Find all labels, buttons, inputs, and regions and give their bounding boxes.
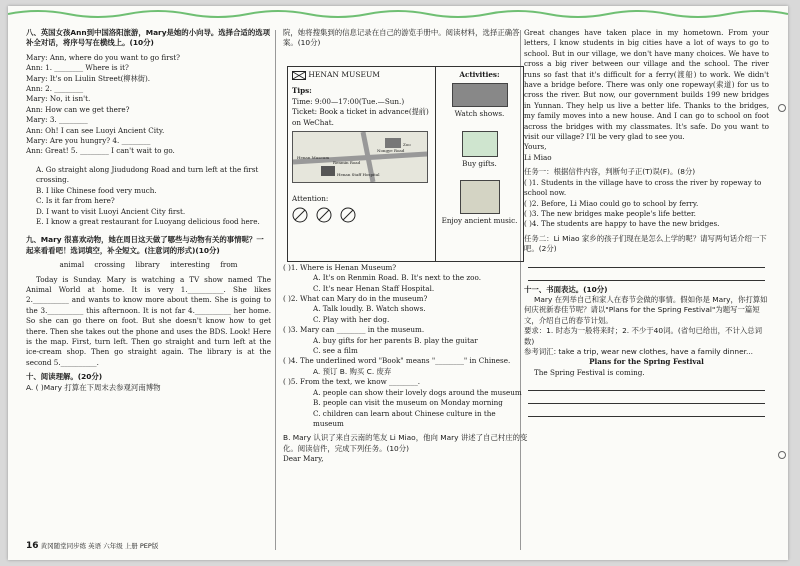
column-3: [524, 28, 769, 417]
music-instrument-icon: [460, 180, 500, 214]
true-false-item[interactable]: ( )1. Students in the village have to cross the river by ropeway to school now.: [524, 177, 762, 198]
letter-greeting: Dear Mary,: [283, 454, 324, 464]
question-option: C. children can learn about Chinese culture in the museum: [313, 408, 496, 428]
question[interactable]: ( )2. What can Mary do in the museum?: [283, 294, 428, 304]
question-option: A. people can show their lovely dogs around the museum: [313, 387, 522, 397]
footer-text: 黄冈随堂同步练 英语 六年级 上册 PEP版: [40, 542, 159, 550]
dialogue-line: Mary: No, it isn't.: [26, 94, 91, 104]
activities-panel: [436, 67, 523, 261]
task-1-title: 任务一：根据信件内容，判断句子正(T)误(F)。(8分): [524, 167, 696, 177]
map-drawing: [293, 132, 427, 182]
true-false-item[interactable]: ( )3. The new bridges make people's life better.: [524, 208, 696, 218]
section-11-title: 十一、书面表达。(10分): [524, 284, 608, 294]
dialogue-line: Ann: Oh! I can see Luoyi Ancient City.: [26, 125, 165, 135]
essay-first-line: The Spring Festival is coming.: [534, 367, 645, 377]
map-label: Henan Museum: [297, 155, 330, 161]
dialogue-line[interactable]: Ann: 1. ________ Where is it?: [26, 63, 129, 73]
section-8-title: 八、英国女孩Ann到中国洛阳旅游，Mary是她的小向导。选择合适的选项补全对话，将序号写在横线上。(10分): [26, 28, 270, 48]
answer-line[interactable]: [528, 268, 765, 281]
question[interactable]: ( )1. Where is Henan Museum?: [283, 262, 397, 272]
essay-line[interactable]: [528, 391, 765, 404]
task-2-title: 任务二：Li Miao 家乡的孩子们现在是怎么上学的呢？请写两句话介绍一下吧。(2分): [524, 233, 767, 254]
option: E. I know a great restaurant for Luoyang delicious food here.: [36, 216, 260, 226]
dialogue-line: Ann: How can we get there?: [26, 104, 130, 114]
activity-item: Buy gifts.: [462, 158, 497, 168]
dialogue-line: Mary: Ann, where do you want to go first?: [26, 52, 181, 62]
option: D. I want to visit Luoyi Ancient City first.: [36, 206, 186, 216]
question-list: [283, 263, 528, 430]
column-2: [283, 28, 528, 465]
question-option: B. people can visit the museum on Monday morning: [313, 398, 503, 408]
binding-hole-icon: [778, 104, 786, 112]
question[interactable]: ( )4. The underlined word "Book" means "________" in Chinese.: [283, 356, 511, 366]
letter-closing: Yours,: [524, 142, 547, 152]
section-10-title: 十、阅读理解。(20分): [26, 372, 103, 382]
answer-line[interactable]: [528, 255, 765, 268]
question-option: A. buy gifts for her parents B. play the guitar: [313, 335, 478, 345]
question-option: A. It's on Renmin Road. B. It's next to the zoo.: [313, 273, 481, 283]
reading-intro: 院，她将搜集到的信息记录在自己的游览手册中。阅读材料，选择正确答案。(10分): [283, 28, 520, 48]
no-dogs-icon: [292, 207, 308, 223]
essay-title: Plans for the Spring Festival: [589, 357, 704, 367]
question[interactable]: ( )3. Mary can ________ in the museum.: [283, 325, 425, 335]
dialogue-line[interactable]: Ann: Great! 5. ________ I can't wait to go.: [26, 146, 175, 156]
attention-icons: [292, 207, 431, 223]
museum-icon: [292, 71, 306, 80]
dialogue: [26, 53, 271, 157]
show-image: [452, 83, 508, 107]
cloze-passage[interactable]: Today is Sunday. Mary is watching a TV show named The Animal World at home. It is very 1.__________. She likes 2.__________ and wants to know more about them. She is going to the 3.__________ this afternoon. It is not far 4.__________ her home. So she can go there on foot. But she doesn't know how to get there. Then she takes out the phone and uses the BDS. Look! Here is the map. First, turn left. Then go straight and turn left at the ice-cream shop. Then go straight again. The library is at the second 5.__________.: [26, 274, 271, 367]
question-option: C. see a film: [313, 346, 358, 356]
section-11-requirements: 要求：1. 时态为一般将来时；2. 不少于40词。(省句已给出，不计入总词数): [524, 326, 763, 346]
header-decoration: [8, 6, 788, 20]
word-bank: animal crossing library interesting from: [59, 260, 238, 270]
part-b-intro: B. Mary 认识了来自云南的笔友 Li Miao，他向 Mary 讲述了自己村庄的变化。阅读信件，完成下列任务。(10分): [283, 433, 528, 453]
essay-line[interactable]: [528, 404, 765, 417]
map-label: Renmin Road: [333, 160, 361, 166]
question[interactable]: ( )5. From the text, we know ________.: [283, 377, 421, 387]
question-option: A. Talk loudly. B. Watch shows.: [313, 304, 426, 314]
activities-label: Activities:: [459, 70, 500, 79]
gift-icon: [462, 131, 498, 157]
workbook-page: [8, 6, 788, 560]
dialogue-options: [26, 165, 271, 227]
dialogue-line: Mary: It's on Liulin Street(柳林街).: [26, 73, 151, 83]
activity-item: Enjoy ancient music.: [441, 216, 518, 226]
map-label: Henan Staff Hospital: [337, 172, 380, 178]
museum-map: [292, 131, 428, 183]
binding-hole-icon: [778, 451, 786, 459]
dialogue-line[interactable]: Mary: 3. ________: [26, 115, 88, 125]
museum-details: [288, 67, 436, 261]
dialogue-line[interactable]: Mary: Are you hungry? 4. ________: [26, 136, 151, 146]
no-food-icon: [340, 207, 356, 223]
option: B. I like Chinese food very much.: [36, 185, 157, 195]
ticket-info: Ticket: Book a ticket in advance(提前) on WeChat.: [292, 107, 429, 127]
option: C. Is it far from here?: [36, 196, 115, 206]
activity-item: Watch shows.: [454, 109, 505, 119]
section-11-vocabulary: 参考词汇: take a trip, wear new clothes, have a family dinner...: [524, 346, 754, 356]
tips-label: Tips:: [292, 86, 312, 96]
museum-info-card: [287, 66, 524, 262]
opening-time: Time: 9:00—17:00(Tue.—Sun.): [292, 96, 405, 106]
map-label: Zoo: [403, 142, 411, 148]
museum-name: HENAN MUSEUM: [308, 70, 380, 79]
question-option: A. 预订 B. 购买 C. 废弃: [313, 366, 392, 376]
option: A. Go straight along Jiududong Road and turn left at the first crossing.: [36, 164, 259, 185]
true-false-item[interactable]: ( )4. The students are happy to have the new bridges.: [524, 219, 720, 229]
section-11-body: Mary 在列举自己和家人在春节会做的事情。假如你是 Mary，你打算如何庆祝新春佳节呢？请以"Plans for the Spring Festival"为题写一篇短文，介绍自己的春节计划。: [524, 294, 768, 325]
map-label: Nongye Road: [377, 148, 405, 154]
section-10-part-a: A. ( )Mary 打算在下周末去参观河南博物: [26, 382, 161, 392]
question-option: C. Play with her dog.: [313, 314, 390, 324]
letter-signature: Li Miao: [524, 152, 552, 162]
page-number: 16: [26, 541, 39, 551]
attention-label: Attention:: [292, 194, 329, 204]
true-false-item[interactable]: ( )2. Before, Li Miao could go to school by ferry.: [524, 198, 699, 208]
page-footer: [26, 541, 158, 551]
section-9-title: 九、Mary 很喜欢动物，她在周日这天做了哪些与动物有关的事情呢？一起来看看吧！选词填空，补全短文。(注意词的形式)(10分): [26, 235, 264, 255]
no-talking-icon: [316, 207, 332, 223]
dialogue-line[interactable]: Ann: 2. ________: [26, 84, 84, 94]
letter-body: Great changes have taken place in my hometown. From your letters, I know students in big cities have a lot of ways to go to school. But in our village, we don't have many choices. We have to cross a big river between our village and the school. The river runs so fast that it's difficult for a ferry(渡船) to work. We didn't have a bridge before. There was only one ropeway(索道) for us to cross the river. But now, our government builds 199 new bridges in Yunnan. They help us live a better life. Thanks to the bridges, my family moves into a new house. And I can go to school on foot across the bridges with my classmates. It's safe. Do you want to visit our village? I'll be very glad to see you.: [524, 28, 769, 142]
question-option: C. It's near Henan Staff Hospital.: [313, 283, 435, 293]
column-1: [26, 28, 271, 393]
column-divider: [275, 30, 276, 550]
essay-line[interactable]: [528, 378, 765, 391]
